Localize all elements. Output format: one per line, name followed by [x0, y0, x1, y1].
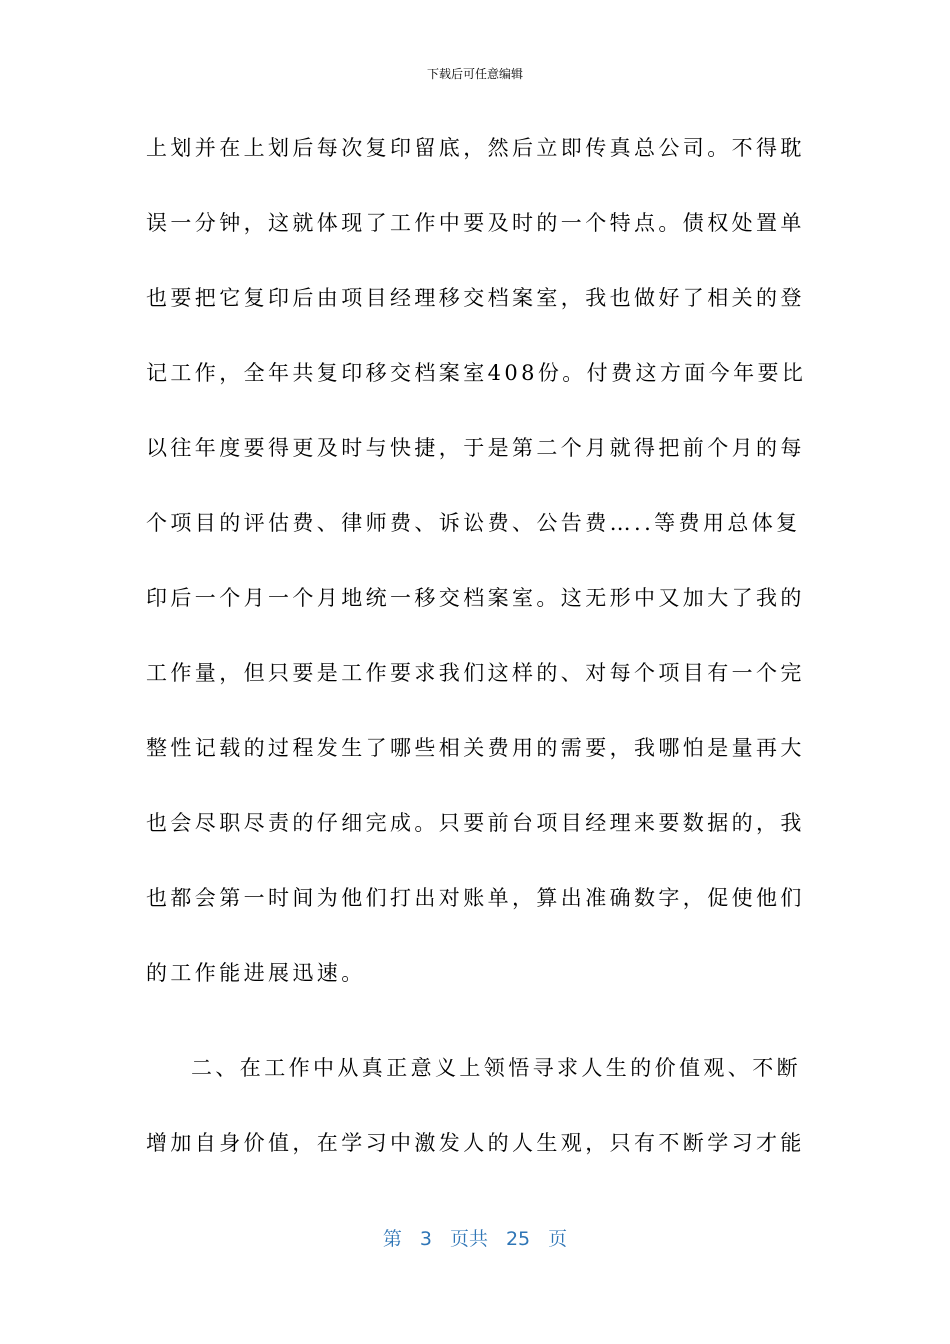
text-line: 的工作能进展迅速。 — [146, 961, 366, 985]
text-line: 工作量，但只要是工作要求我们这样的、对每个项目有一个完 — [146, 661, 805, 685]
footer-current-page: 3 — [419, 1228, 432, 1250]
text-line: 记工作，全年共复印移交档案室408份。付费这方面今年要比 — [146, 361, 807, 385]
text-line: 也要把它复印后由项目经理移交档案室，我也做好了相关的登 — [146, 286, 805, 310]
paragraph-gap — [146, 1024, 791, 1044]
text-line: 整性记载的过程发生了哪些相关费用的需要，我哪怕是量再大 — [146, 736, 805, 760]
document-body — [146, 124, 807, 1194]
page-footer — [0, 1226, 950, 1252]
text-line: 也会尽职尽责的仔细完成。只要前台项目经理来要数据的，我 — [146, 811, 805, 835]
text-line: 个项目的评估费、律师费、诉讼费、公告费…..等费用总体复 — [146, 511, 801, 535]
text-line: 上划并在上划后每次复印留底，然后立即传真总公司。不得耽 — [146, 136, 805, 160]
page-header: 下载后可任意编辑 — [426, 67, 523, 81]
text-line: 也都会第一时间为他们打出对账单，算出准确数字，促使他们 — [146, 886, 805, 910]
text-line: 二、在工作中从真正意义上领悟寻求人生的价值观、不断 — [191, 1056, 801, 1080]
text-line: 增加自身价值，在学习中激发人的人生观，只有不断学习才能 — [146, 1131, 805, 1155]
text-line: 误一分钟，这就体现了工作中要及时的一个特点。债权处置单 — [146, 211, 805, 235]
text-line: 以往年度要得更及时与快捷，于是第二个月就得把前个月的每 — [146, 436, 805, 460]
footer-total-pages: 25 — [505, 1228, 531, 1250]
footer-prefix: 第 — [382, 1228, 402, 1250]
text-line: 印后一个月一个月地统一移交档案室。这无形中又加大了我的 — [146, 586, 805, 610]
footer-suffix: 页 — [548, 1228, 568, 1250]
footer-middle: 页共 — [449, 1228, 488, 1250]
